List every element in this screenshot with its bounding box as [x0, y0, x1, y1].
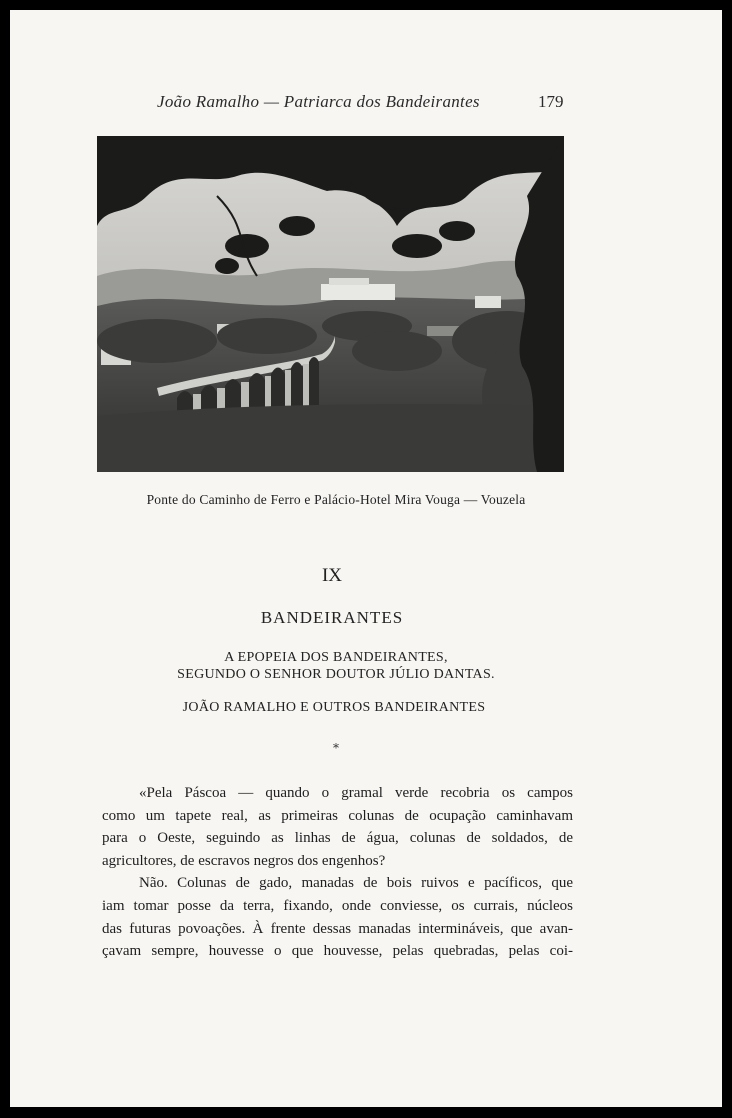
running-title: João Ramalho — Patriarca dos Bandeirantes [157, 92, 480, 111]
photo-caption: Ponte do Caminho de Ferro e Palácio-Hotel Mira Vouga — Vouzela [146, 492, 526, 507]
ornament-asterisk: * [333, 741, 339, 755]
chapter-number: IX [321, 565, 343, 586]
chapter-subtitle: SEGUNDO O SENHOR DOUTOR JÚLIO DANTAS. [177, 667, 495, 682]
body-text [102, 782, 573, 963]
text-line: das futuras povoações. À frente dessas manadas intermináveis, que avan- [102, 920, 573, 937]
text-line: «Pela Páscoa — quando o gramal verde recobria os campos [139, 785, 573, 801]
hotel-building [321, 284, 395, 300]
text-line: Não. Colunas de gado, manadas de bois ruivos e pacíficos, que [139, 875, 573, 892]
chapter-subtitle: JOÃO RAMALHO E OUTROS BANDEIRANTES [182, 700, 486, 715]
chapter-subtitle: A EPOPEIA DOS BANDEIRANTES, [224, 650, 448, 665]
text-line: iam tomar posse da terra, fixando, onde conviesse, os currais, núcleos [102, 897, 573, 914]
photo-bridge-hotel [97, 136, 564, 472]
text-line: çavam sempre, houvesse o que houvesse, pelas quebradas, pelas coi- [102, 943, 573, 960]
text-line: como um tapete real, as primeiras colunas de ocupação caminhavam [102, 807, 573, 824]
book-page [10, 10, 722, 1107]
chapter-title: BANDEIRANTES [260, 608, 404, 627]
page-number: 179 [538, 92, 564, 111]
text-line: para o Oeste, seguindo as linhas de água, colunas de soldados, de [102, 830, 573, 847]
running-header [10, 92, 722, 116]
text-line: agricultores, de escravos negros dos engenhos? [102, 852, 386, 869]
